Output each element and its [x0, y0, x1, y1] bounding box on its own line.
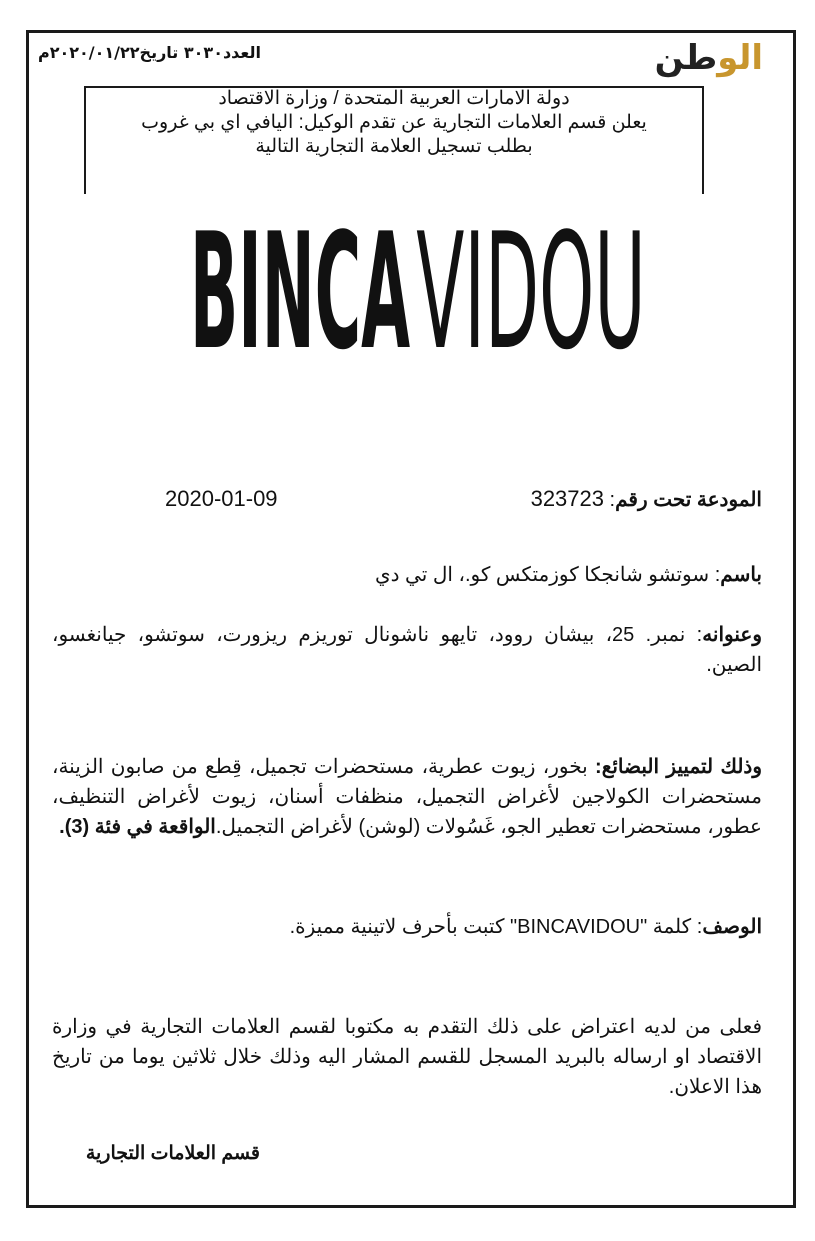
applicant-label: باسم: [720, 564, 762, 586]
logo-bold-part: BINCA: [190, 205, 411, 355]
objection-paragraph: فعلى من لديه اعتراض على ذلك التقدم به مكتوبا لقسم العلامات التجارية في وزارة الاقتصاد او ارساله بالبريد المسجل للقسم المشار اليه وذلك خلال ثلاثين يوما من تاريخ هذا الاعلان.: [52, 1016, 762, 1098]
goods-value: بخور، زيوت عطرية، مستحضرات تجميل، قِطع من صابون الزينة، مستحضرات الكولاجين لأغراض التجميل، منظفات أسنان، زيوت لأغراض التنظيف، عطور، مستحضرات تعطير الجو، غَسُولات (لوشن) لأغراض التجميل.: [52, 756, 762, 838]
issue-and-date: العدد٣٠٣٠ تاريخ٢٠٢٠/٠١/٢٢م: [38, 43, 261, 62]
trademark-logo: [190, 205, 650, 355]
goods-block: [52, 752, 762, 842]
applicant-value: سوتشو شانجكا كوزمتكس كو.، ال تي دي: [374, 564, 710, 586]
logo-light-part: VIDOU: [416, 205, 646, 355]
intro-line-2: يعلن قسم العلامات التجارية عن تقدم الوكيل: اليافي اي بي غروب: [141, 112, 647, 133]
address-value: نمبر. 25، بيشان روود، تايهو ناشونال توريزم ريزورت، سوتشو، جيانغسو، الصين.: [52, 624, 762, 676]
address-block: وعنوانه: نمبر. 25، بيشان روود، تايهو ناشونال توريزم ريزورت، سوتشو، جيانغسو، الصين.: [52, 624, 762, 676]
applicant-line: باسم: سوتشو شانجكا كوزمتكس كو.، ال تي دي: [374, 564, 762, 586]
description-line: الوصف: كلمة "BINCAVIDOU" كتبت بأحرف لاتينية مميزة.: [289, 916, 762, 938]
intro-line-3: بطلب تسجيل العلامة التجارية التالية: [255, 136, 533, 157]
goods-class: الواقعة في فئة (3).: [59, 816, 216, 838]
newspaper-masthead: [655, 34, 763, 82]
deposit-date: 2020-01-09: [165, 486, 278, 511]
goods-label: وذلك لتمييز البضائع:: [595, 756, 762, 778]
description-value: كلمة "BINCAVIDOU" كتبت بأحرف لاتينية مميزة.: [289, 916, 692, 938]
deposit-label: المودعة تحت رقم: [615, 489, 762, 511]
description-label: الوصف: [702, 916, 762, 938]
intro-block: [84, 87, 704, 159]
masthead-accent: الو: [717, 38, 763, 78]
intro-line-1: دولة الامارات العربية المتحدة / وزارة الاقتصاد: [218, 88, 570, 109]
deposit-line: المودعة تحت رقم: 323723: [530, 486, 762, 511]
address-label: وعنوانه: [702, 624, 762, 646]
deposit-number: 323723: [530, 486, 604, 511]
masthead-rest: طن: [654, 38, 718, 78]
footer-department: قسم العلامات التجارية: [85, 1143, 260, 1164]
